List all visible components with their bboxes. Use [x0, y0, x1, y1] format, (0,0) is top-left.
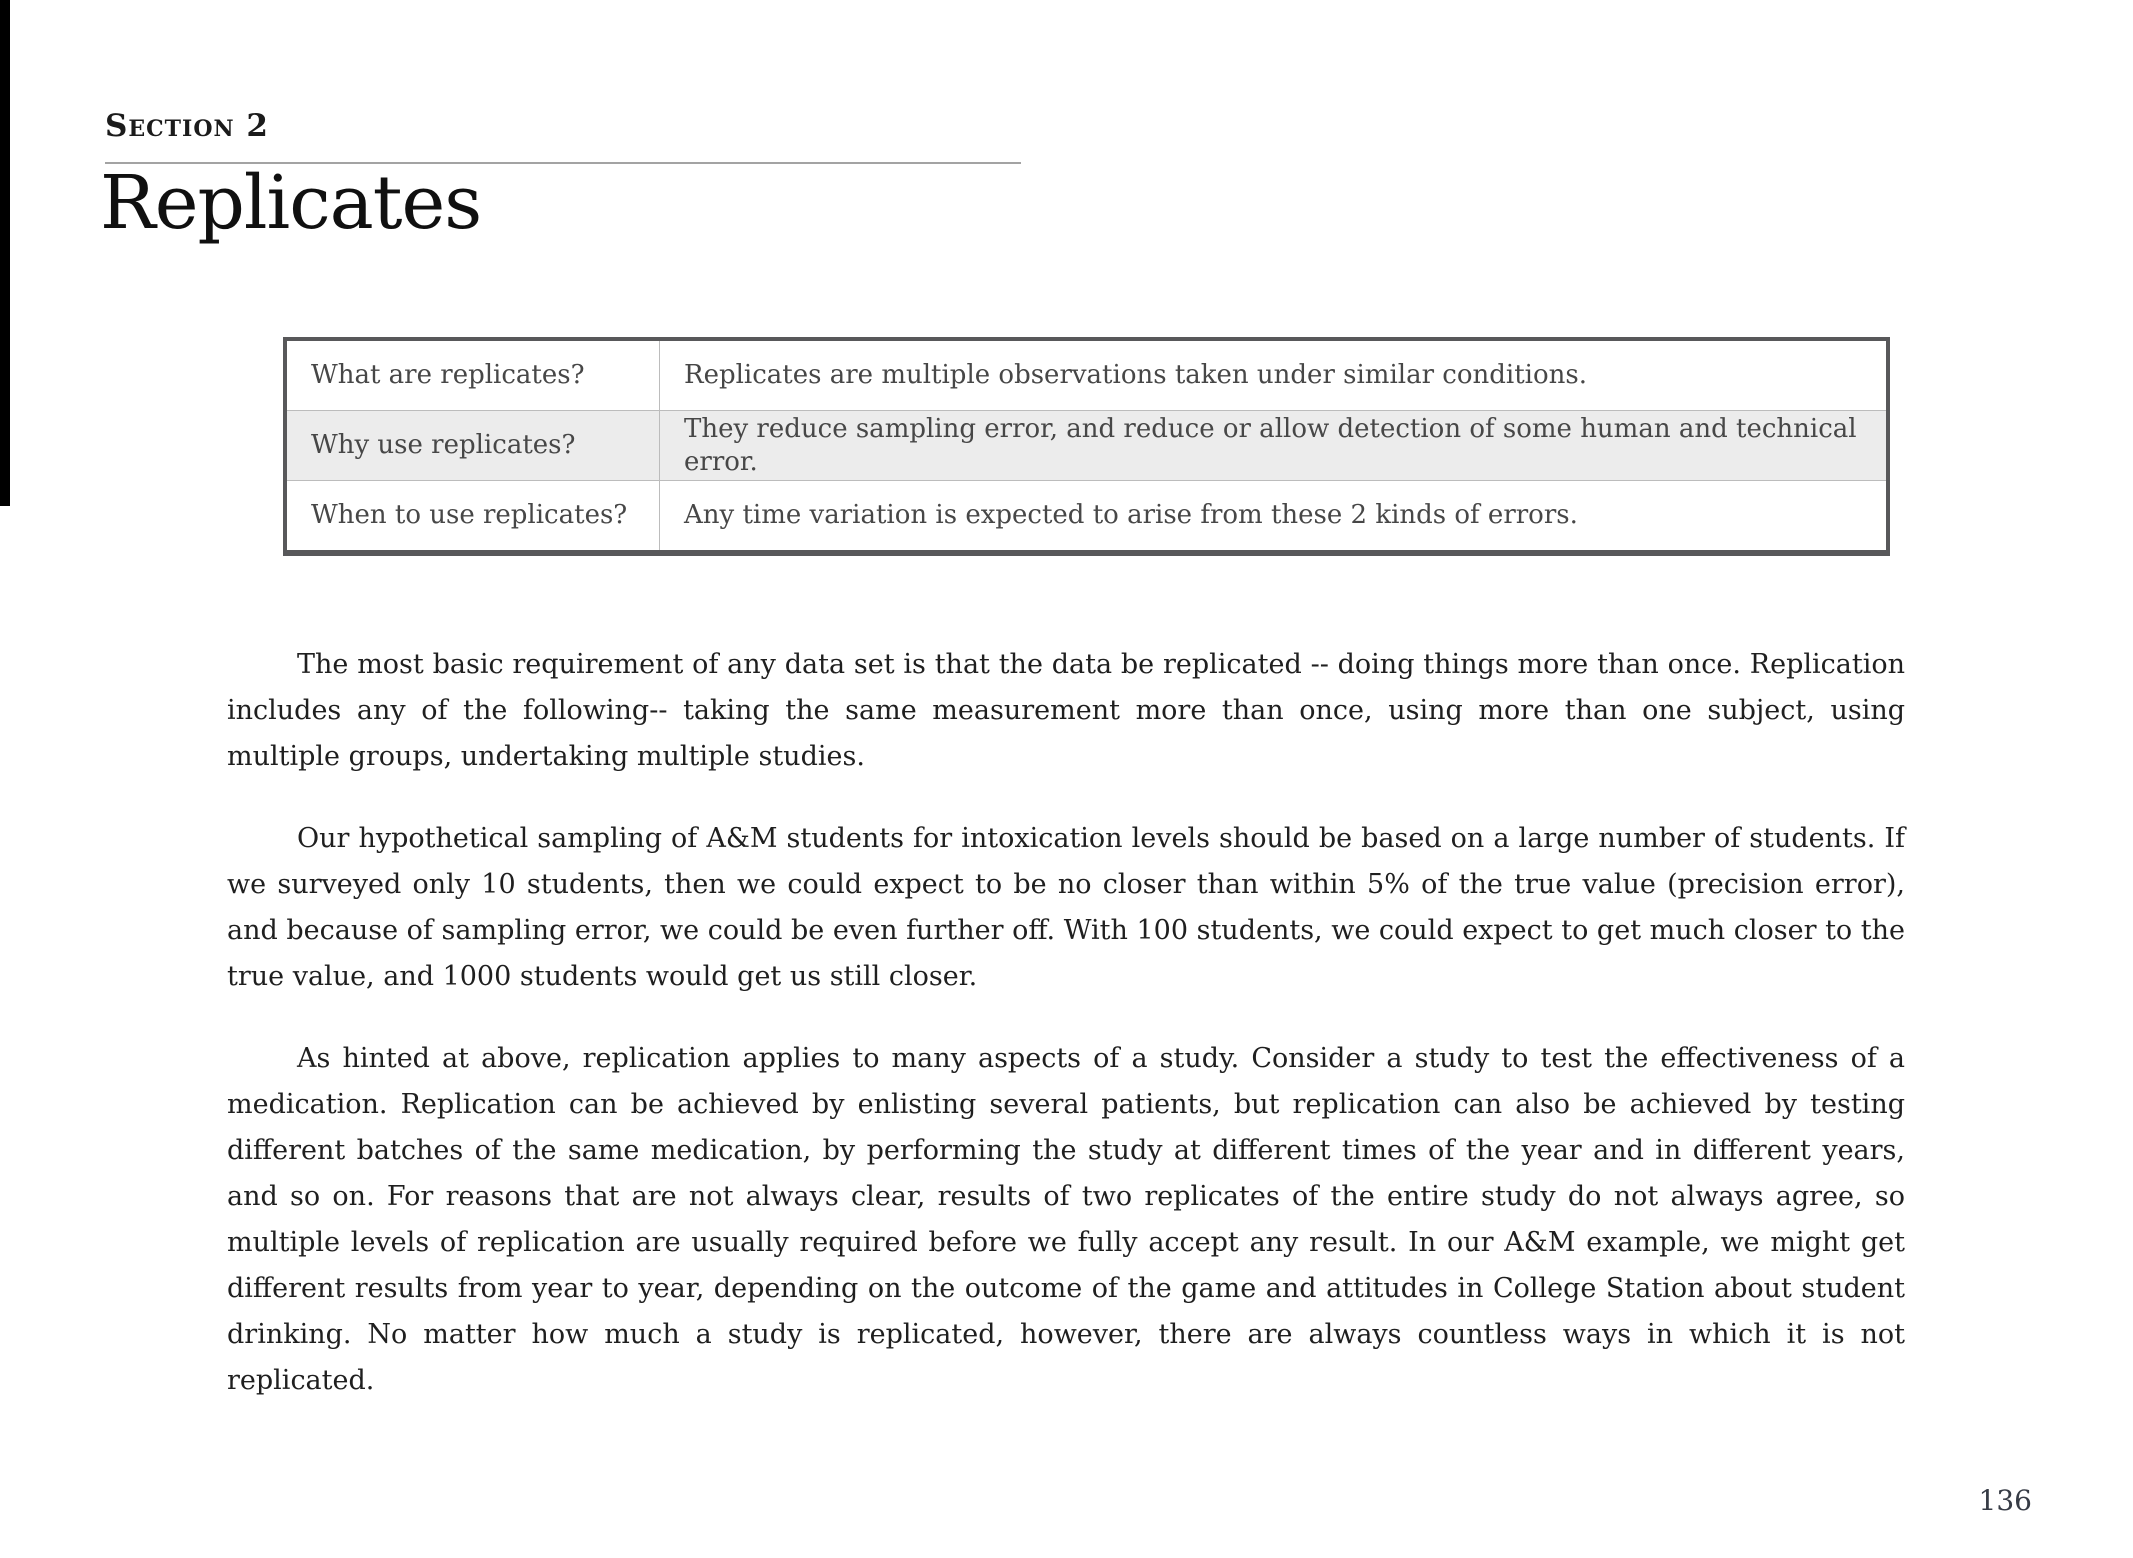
table-row — [285, 411, 1888, 481]
body-paragraph: As hinted at above, replication applies to many aspects of a study. Consider a study to test the effectiveness of a medication. Replication can be achieved by enlisting several patients, but replication can also be achieved by testing different batches of the same medication, by performing the study at different times of the year and in different years, and so on. For reasons that are not always clear, results of two replicates of the entire study do not always agree, so multiple levels of replication are usually required before we fully accept any result. In our A&M example, we might get different results from year to year, depending on the outcome of the game and attitudes in College Station about student drinking. No matter how much a study is replicated, however, there are always countless ways in which it is not replicated. — [227, 1043, 1905, 1396]
question-cell: Why use replicates? — [285, 411, 660, 481]
table-row — [285, 339, 1888, 411]
question-cell: When to use replicates? — [285, 481, 660, 554]
left-edge-bar — [0, 0, 10, 506]
page-title: Replicates — [100, 160, 482, 246]
answer-cell: Replicates are multiple observations taken under similar conditions. — [660, 339, 1889, 411]
body-paragraph: The most basic requirement of any data set is that the data be replicated -- doing things more than once. Replication includes any of the following-- taking the same measurement more than once, using more than one subject, using multiple groups, undertaking multiple studies. — [227, 649, 1905, 772]
definition-table — [283, 337, 1890, 556]
table-row — [285, 481, 1888, 554]
question-cell: What are replicates? — [285, 339, 660, 411]
section-label: Section 2 — [105, 108, 269, 144]
body-text — [227, 642, 1905, 1440]
answer-cell: They reduce sampling error, and reduce or allow detection of some human and technical error. — [660, 411, 1889, 481]
body-paragraph: Our hypothetical sampling of A&M students for intoxication levels should be based on a large number of students. If we surveyed only 10 students, then we could expect to be no closer than within 5% of the true value (precision error), and because of sampling error, we could be even further off. With 100 students, we could expect to get much closer to the true value, and 1000 students would get us still closer. — [227, 823, 1905, 992]
answer-cell: Any time variation is expected to arise from these 2 kinds of errors. — [660, 481, 1889, 554]
page-number: 136 — [1978, 1484, 2032, 1517]
